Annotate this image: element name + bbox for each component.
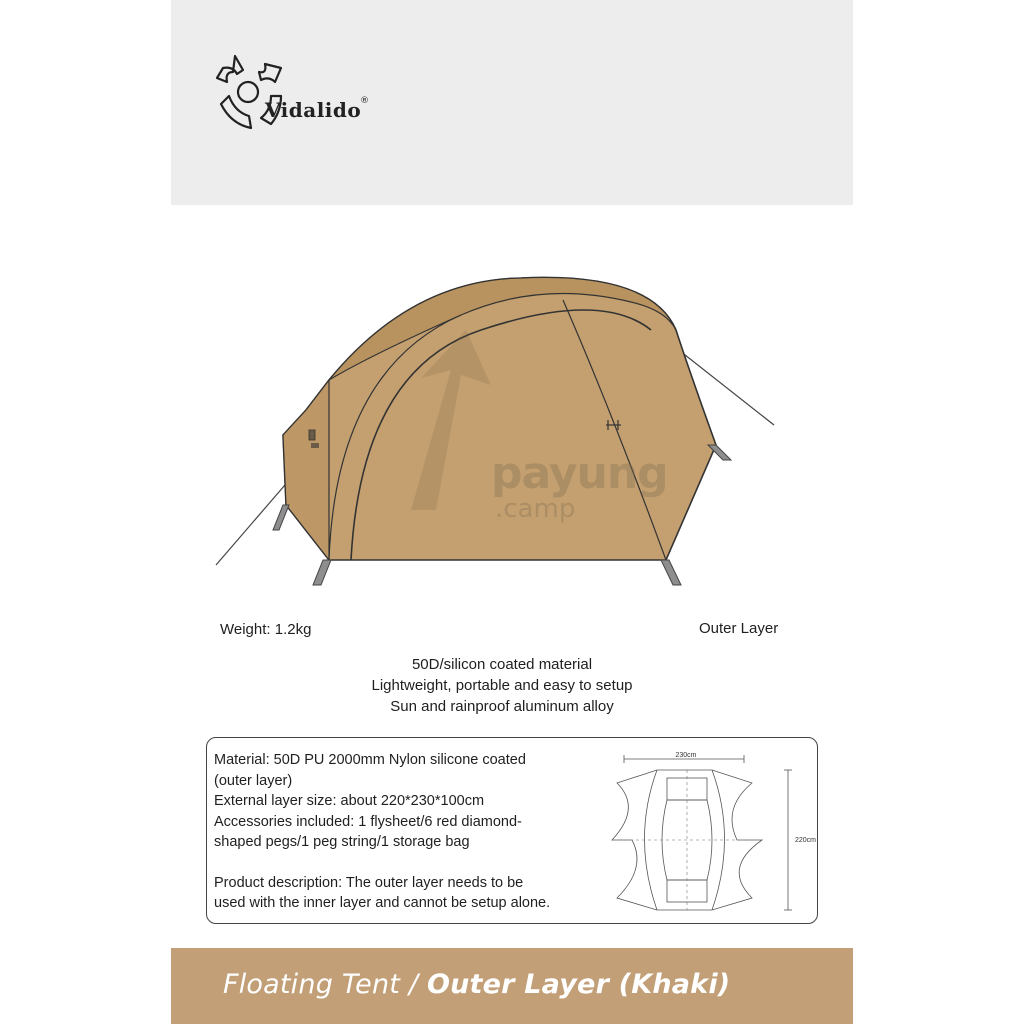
- tent-side-panel: [283, 380, 329, 560]
- feature-item: Sun and rainproof aluminum alloy: [390, 698, 614, 715]
- spec-line: Accessories included: 1 flysheet/6 red diamond-: [214, 813, 522, 830]
- layer-name: Outer Layer: [699, 620, 779, 637]
- feature-item: 50D/silicon coated material: [411, 656, 593, 673]
- spec-line: Material: 50D PU 2000mm Nylon silicone coated: [214, 752, 526, 768]
- watermark-main: payung: [491, 448, 668, 499]
- product-title: [223, 969, 730, 1000]
- feature-item: Lightweight, portable and easy to setup: [371, 677, 633, 694]
- tent-illustration: [211, 260, 811, 600]
- header-band: [171, 0, 853, 205]
- front-foot: [273, 505, 289, 530]
- product-weight: Weight: 1.2kg: [220, 621, 312, 638]
- spec-line: External layer size: about 220*230*100cm: [214, 793, 485, 809]
- footer-band: [171, 948, 853, 1024]
- spec-line: shaped pegs/1 peg string/1 storage bag: [214, 834, 470, 850]
- product-title-part2: Outer Layer (Khaki): [426, 969, 731, 1000]
- spec-box: [206, 737, 818, 924]
- registered-mark: ®: [360, 96, 369, 106]
- floor-plan-diagram: [612, 748, 817, 918]
- product-title-part1: Floating Tent /: [223, 969, 427, 1000]
- left-foot: [313, 560, 331, 585]
- right-foot: [661, 560, 681, 585]
- brand-logo: [215, 52, 385, 132]
- brand-name: Vidalido: [265, 98, 362, 122]
- width-dimension-label: 230cm: [675, 752, 697, 759]
- description-line: Product description: The outer layer needs to be: [214, 874, 524, 891]
- watermark-sub: .camp: [495, 494, 576, 524]
- spec-line: (outer layer): [214, 772, 293, 789]
- length-dimension-label: 220cm: [795, 837, 817, 844]
- spec-text: [214, 750, 594, 914]
- watermark: [491, 448, 668, 524]
- features-list: [301, 654, 703, 717]
- description-line: used with the inner layer and cannot be setup alone.: [214, 895, 551, 911]
- product-page: [171, 0, 853, 1024]
